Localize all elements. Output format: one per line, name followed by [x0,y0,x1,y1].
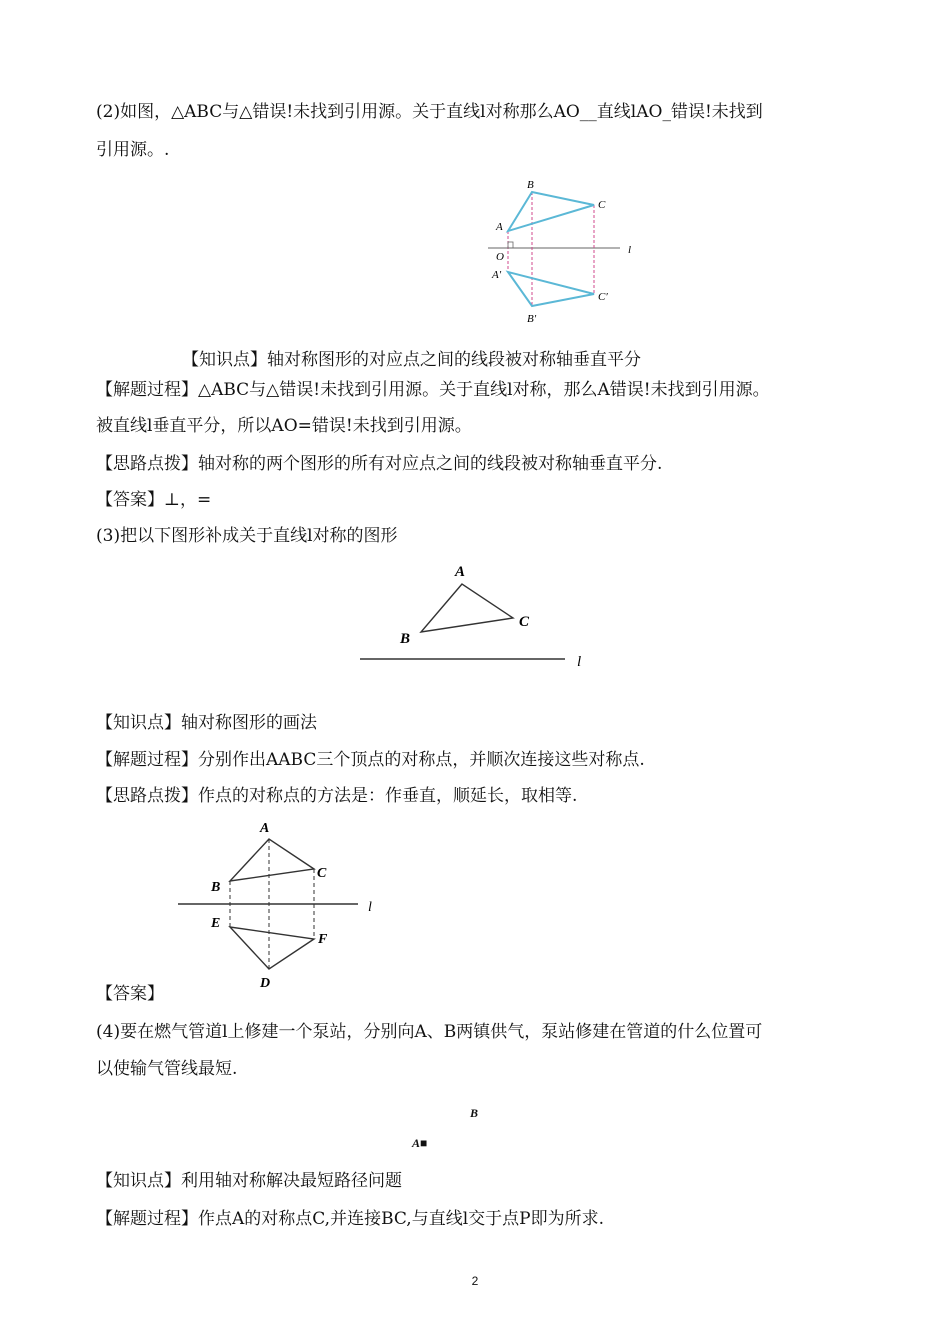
label-l-ans: l [368,900,372,915]
right-angle-mark [508,242,513,248]
q3-answer: 【答案】 [96,984,164,1004]
q2-process2: 被直线l垂直平分，所以AO=错误!未找到引用源。 [96,416,472,436]
q4-line1: (4)要在燃气管道l上修建一个泵站，分别向A、B两镇供气，泵站修建在管道的什么位置可 [96,1022,763,1042]
triangle-abc [508,192,594,231]
q3-hint: 【思路点拨】作点的对称点的方法是：作垂直，顺延长，取相等. [96,786,578,806]
answer-figure-q3 [170,815,390,995]
label-f-ans: F [318,932,328,947]
triangle-abc-q3 [421,584,513,632]
label-a-q3: A [455,564,466,580]
q2-process1: 【解题过程】△ABC与△错误!未找到引用源。关于直线l对称，那么A错误!未找到引用源。 [96,380,770,400]
q3-title: (3)把以下图形补成关于直线l对称的图形 [96,526,398,546]
q4-knowledge: 【知识点】利用轴对称解决最短路径问题 [96,1171,402,1191]
label-a: A [496,221,503,233]
page-number: 2 [471,1274,479,1288]
q2-line1: (2)如图，△ABC与△错误!未找到引用源。关于直线l对称那么AO__直线lAO_错误!未找到 [96,102,763,122]
triangle-def-ans [230,927,314,969]
q3-process: 【解题过程】分别作出AABC三个顶点的对称点，并顺次连接这些对称点. [96,750,645,770]
label-b-q3: B [400,631,411,647]
label-l: l [628,244,632,256]
label-c-prime: C′ [598,291,608,303]
label-b: B [527,179,534,191]
label-c-q3: C [519,614,530,630]
label-a-ans: A [260,821,270,836]
label-a-town: A■ [412,1136,428,1150]
q2-line2: 引用源。. [96,140,170,160]
q3-knowledge: 【知识点】轴对称图形的画法 [96,713,317,733]
triangle-a2b2c2 [508,272,594,306]
label-b-prime: B′ [527,313,537,325]
q2-hint: 【思路点拨】轴对称的两个图形的所有对应点之间的线段被对称轴垂直平分. [96,454,663,474]
triangle-abc-ans [230,839,314,881]
triangle-to-complete-figure [355,558,595,673]
symmetric-triangles-figure [480,176,650,326]
label-e-ans: E [211,916,221,931]
label-o: O [496,251,504,263]
label-c: C [598,199,606,211]
label-d-ans: D [260,976,271,991]
q4-line2: 以使输气管线最短. [96,1059,238,1079]
label-c-ans: C [317,866,327,881]
label-b-ans: B [211,880,221,895]
label-l-q3: l [577,654,582,670]
q2-answer: 【答案】⊥，= [96,490,212,510]
q2-knowledge: 【知识点】轴对称图形的对应点之间的线段被对称轴垂直平分 [182,350,641,370]
label-b-town: B [470,1106,479,1120]
label-a-prime: A′ [492,269,502,281]
q4-process: 【解题过程】作点A的对称点C,并连接BC,与直线l交于点P即为所求. [96,1209,604,1229]
